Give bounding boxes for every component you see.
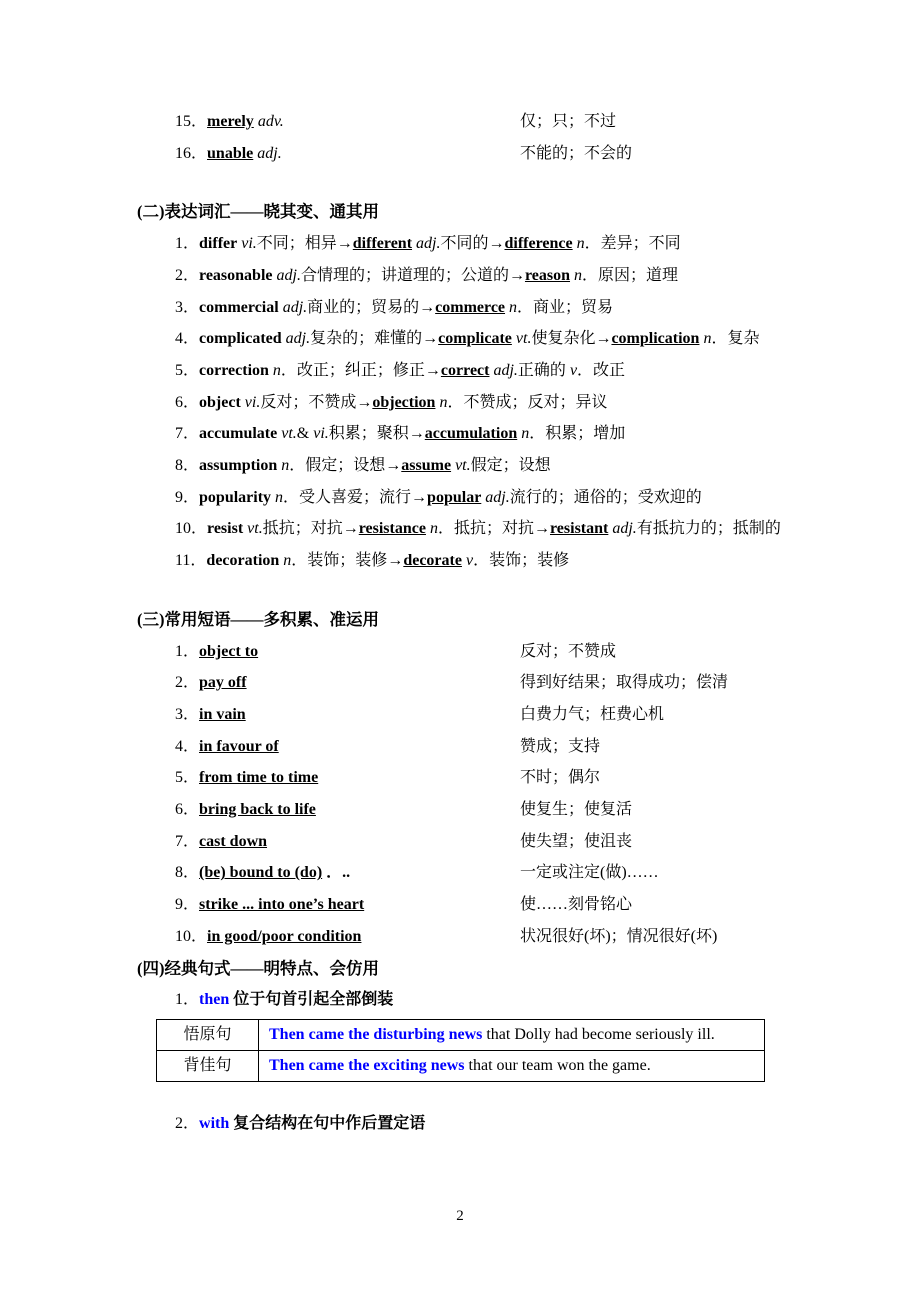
vocab-row [137, 106, 783, 138]
vocab-row-meaning: 仅；只；不过 [520, 113, 617, 130]
word-formation-item: 3．commercial adj.商业的；贸易的→commerce n．商业；贸易 [175, 298, 614, 316]
phrase-row-meaning: 不时；偶尔 [520, 769, 601, 787]
vocab-row-term: 16．unable adj. [175, 144, 282, 162]
phrase-row-term: 1．object to [175, 642, 259, 660]
phrase-row [137, 731, 783, 763]
phrase-row-term: 7．cast down [175, 832, 268, 850]
row-label: 悟原句 [157, 1019, 259, 1050]
section4-heading: (四)经典句式——明特点、会仿用 [137, 958, 379, 978]
phrase-row [137, 921, 783, 953]
table-row-original [157, 1019, 765, 1050]
word-formation-item: 6．object vi.反对；不赞成→objection n．不赞成；反对；异议 [175, 393, 608, 411]
phrase-row-meaning: 使复生；使复活 [520, 801, 633, 819]
phrase-row-term: 3．in vain [175, 705, 246, 723]
word-formation-item: 1．differ vi.不同；相异→different adj.不同的→difference n．差异；不同 [175, 235, 681, 253]
vocab-row-meaning: 不能的；不会的 [520, 144, 633, 162]
phrase-row-term: 10．in good/poor condition [175, 927, 362, 945]
phrase-row [137, 794, 783, 826]
word-formation-item: 5．correction n．改正；纠正；修正→correct adj.正确的 v．改正 [175, 361, 626, 379]
word-formation-item: 11．decoration n．装饰；装修→decorate v．装饰；装修 [175, 552, 570, 570]
phrase-row [137, 889, 783, 921]
vocab-top-list [137, 106, 783, 169]
phrase-row-meaning: 一定或注定(做)…… [520, 864, 659, 882]
phrase-row [137, 636, 783, 668]
phrase-row-term: 6．bring back to life [175, 801, 316, 819]
table-row-model [157, 1050, 765, 1081]
pattern-point-1: 1．then 位于句首引起全部倒装 [175, 991, 394, 1009]
phrase-row-meaning: 使……刻骨铭心 [520, 896, 633, 914]
phrase-row-term: 9．strike ... into one’s heart [175, 896, 365, 914]
phrase-list [137, 636, 783, 953]
phrase-row-meaning: 得到好结果；取得成功；偿清 [520, 674, 729, 692]
phrase-row-meaning: 状况很好(坏)；情况很好(坏) [520, 927, 718, 945]
phrase-row-meaning: 反对；不赞成 [520, 642, 617, 660]
phrase-row-meaning: 使失望；使沮丧 [520, 832, 633, 850]
word-formation-item: 8．assumption n．假定；设想→assume vt.假定；设想 [175, 457, 551, 475]
phrase-row [137, 826, 783, 858]
phrase-row [137, 762, 783, 794]
phrase-row-term: 5．from time to time [175, 769, 319, 787]
word-formation-item: 9．popularity n．受人喜爱；流行→popular adj.流行的；通俗的；受欢迎的 [175, 488, 702, 506]
sentence-pattern-table [156, 1019, 765, 1082]
phrase-row [137, 667, 783, 699]
word-formation-item: 10．resist vt.抵抗；对抗→resistance n．抵抗；对抗→resistant adj.有抵抗力的；抵制的 [175, 520, 781, 538]
phrase-row [137, 699, 783, 731]
section2-heading: (二)表达词汇——晓其变、通其用 [137, 202, 379, 222]
phrase-row-meaning: 白费力气；枉费心机 [520, 705, 665, 723]
phrase-row-term: 4．in favour of [175, 737, 279, 755]
word-formation-item: 4．complicated adj.复杂的；难懂的→complicate vt.使复杂化→complication n．复杂 [175, 330, 760, 348]
row-label: 背佳句 [157, 1050, 259, 1081]
phrase-row-term: 2．pay off [175, 674, 247, 692]
phrase-row [137, 857, 783, 889]
page-number: 2 [456, 1208, 464, 1224]
word-formation-item: 2．reasonable adj.合情理的；讲道理的；公道的→reason n．原因；道理 [175, 266, 679, 284]
row-sentence: Then came the exciting news that our team won the game. [259, 1050, 765, 1081]
vocab-row [137, 138, 783, 170]
word-formation-item: 7．accumulate vt.& vi.积累；聚积→accumulation n．积累；增加 [175, 425, 626, 443]
phrase-row-term: 8．(be) bound to (do) ．.. [175, 864, 351, 882]
phrase-row-meaning: 赞成；支持 [520, 737, 601, 755]
word-formation-list [137, 228, 783, 577]
page-content [137, 0, 783, 1140]
row-sentence: Then came the disturbing news that Dolly had become seriously ill. [259, 1019, 765, 1050]
section3-heading: (三)常用短语——多积累、准运用 [137, 609, 379, 629]
vocab-row-term: 15．merely adv. [175, 113, 284, 130]
pattern-point-2: 2．with 复合结构在句中作后置定语 [175, 1114, 426, 1132]
